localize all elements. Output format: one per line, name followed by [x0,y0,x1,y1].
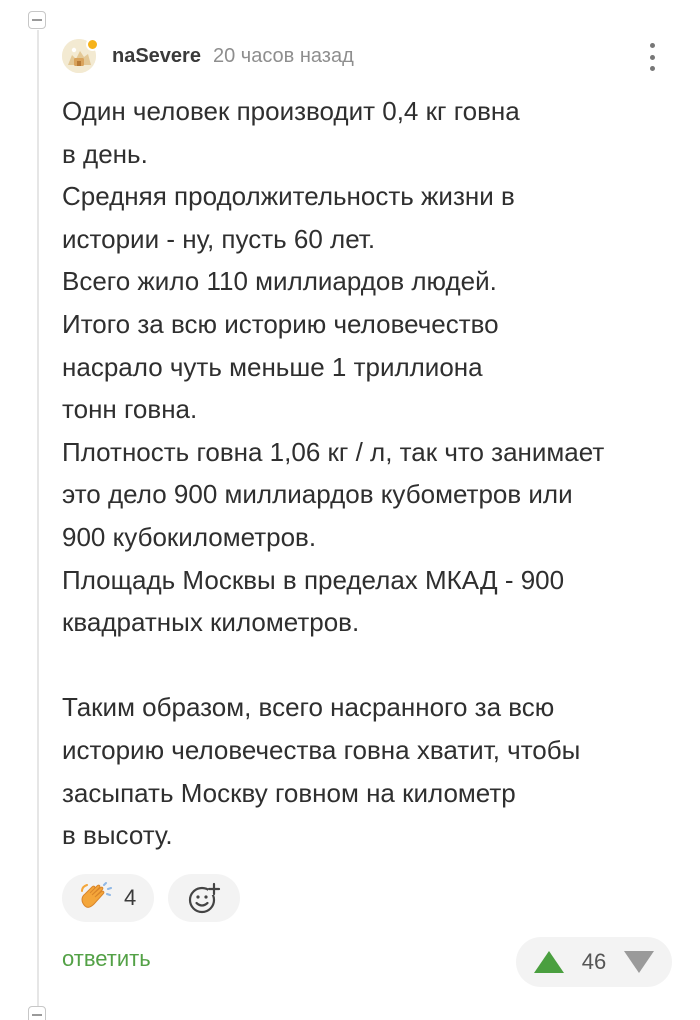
collapse-child-thread-button[interactable] [28,1006,46,1020]
add-reaction-button[interactable] [168,874,240,922]
comment-line: это дело 900 миллиардов кубометров или [62,479,573,510]
comment-line: Итого за всю историю человечество [62,308,499,339]
comment-line: Площадь Москвы в пределах МКАД - 900 [62,564,565,595]
comment-line: Всего жило 110 миллиардов людей. [62,266,497,297]
comment-header [62,38,354,74]
comment-line: квадратных километров. [62,607,360,638]
comment-line: 900 кубокилометров. [62,521,317,552]
comment-text [62,90,698,857]
comment-line: засыпать Москву говном на километр [62,777,516,808]
comment-line: Один человек производит 0,4 кг говна [62,96,520,126]
comment-line: историю человечества говна хватит, чтобы [62,734,581,765]
comment-line: в высоту. [62,820,173,851]
online-status-dot [86,38,99,51]
comment-line: Плотность говна 1,06 кг / л, так что занимает [62,436,605,467]
comment-line: Средняя продолжительность жизни в [62,181,515,212]
downvote-arrow-icon[interactable] [622,949,656,975]
comment-line [62,644,698,687]
comment-timestamp[interactable]: 20 часов назад [212,44,354,67]
reply-button[interactable]: ответить [62,946,151,971]
comment-line: насрало чуть меньше 1 триллиона [62,351,483,382]
add-reaction-smiley-icon [187,881,221,915]
more-options-icon[interactable] [640,40,664,74]
comment-line: в день. [62,138,148,169]
comment-line: истории - ну, пусть 60 лет. [62,223,376,254]
comment-line: Таким образом, всего насранного за всю [62,692,555,723]
comment-line: тонн говна. [62,394,198,425]
clapping-hands-icon [78,881,114,915]
rating-count: 46 [581,949,607,974]
author-username[interactable]: naSevere [112,44,201,67]
avatar[interactable] [62,39,96,73]
collapse-thread-button[interactable] [28,11,46,29]
upvote-arrow-icon[interactable] [532,949,566,975]
thread-line[interactable] [37,30,39,1015]
clap-reaction-button[interactable] [62,874,154,922]
rating-control [516,937,672,987]
clap-reaction-count: 4 [124,885,137,910]
